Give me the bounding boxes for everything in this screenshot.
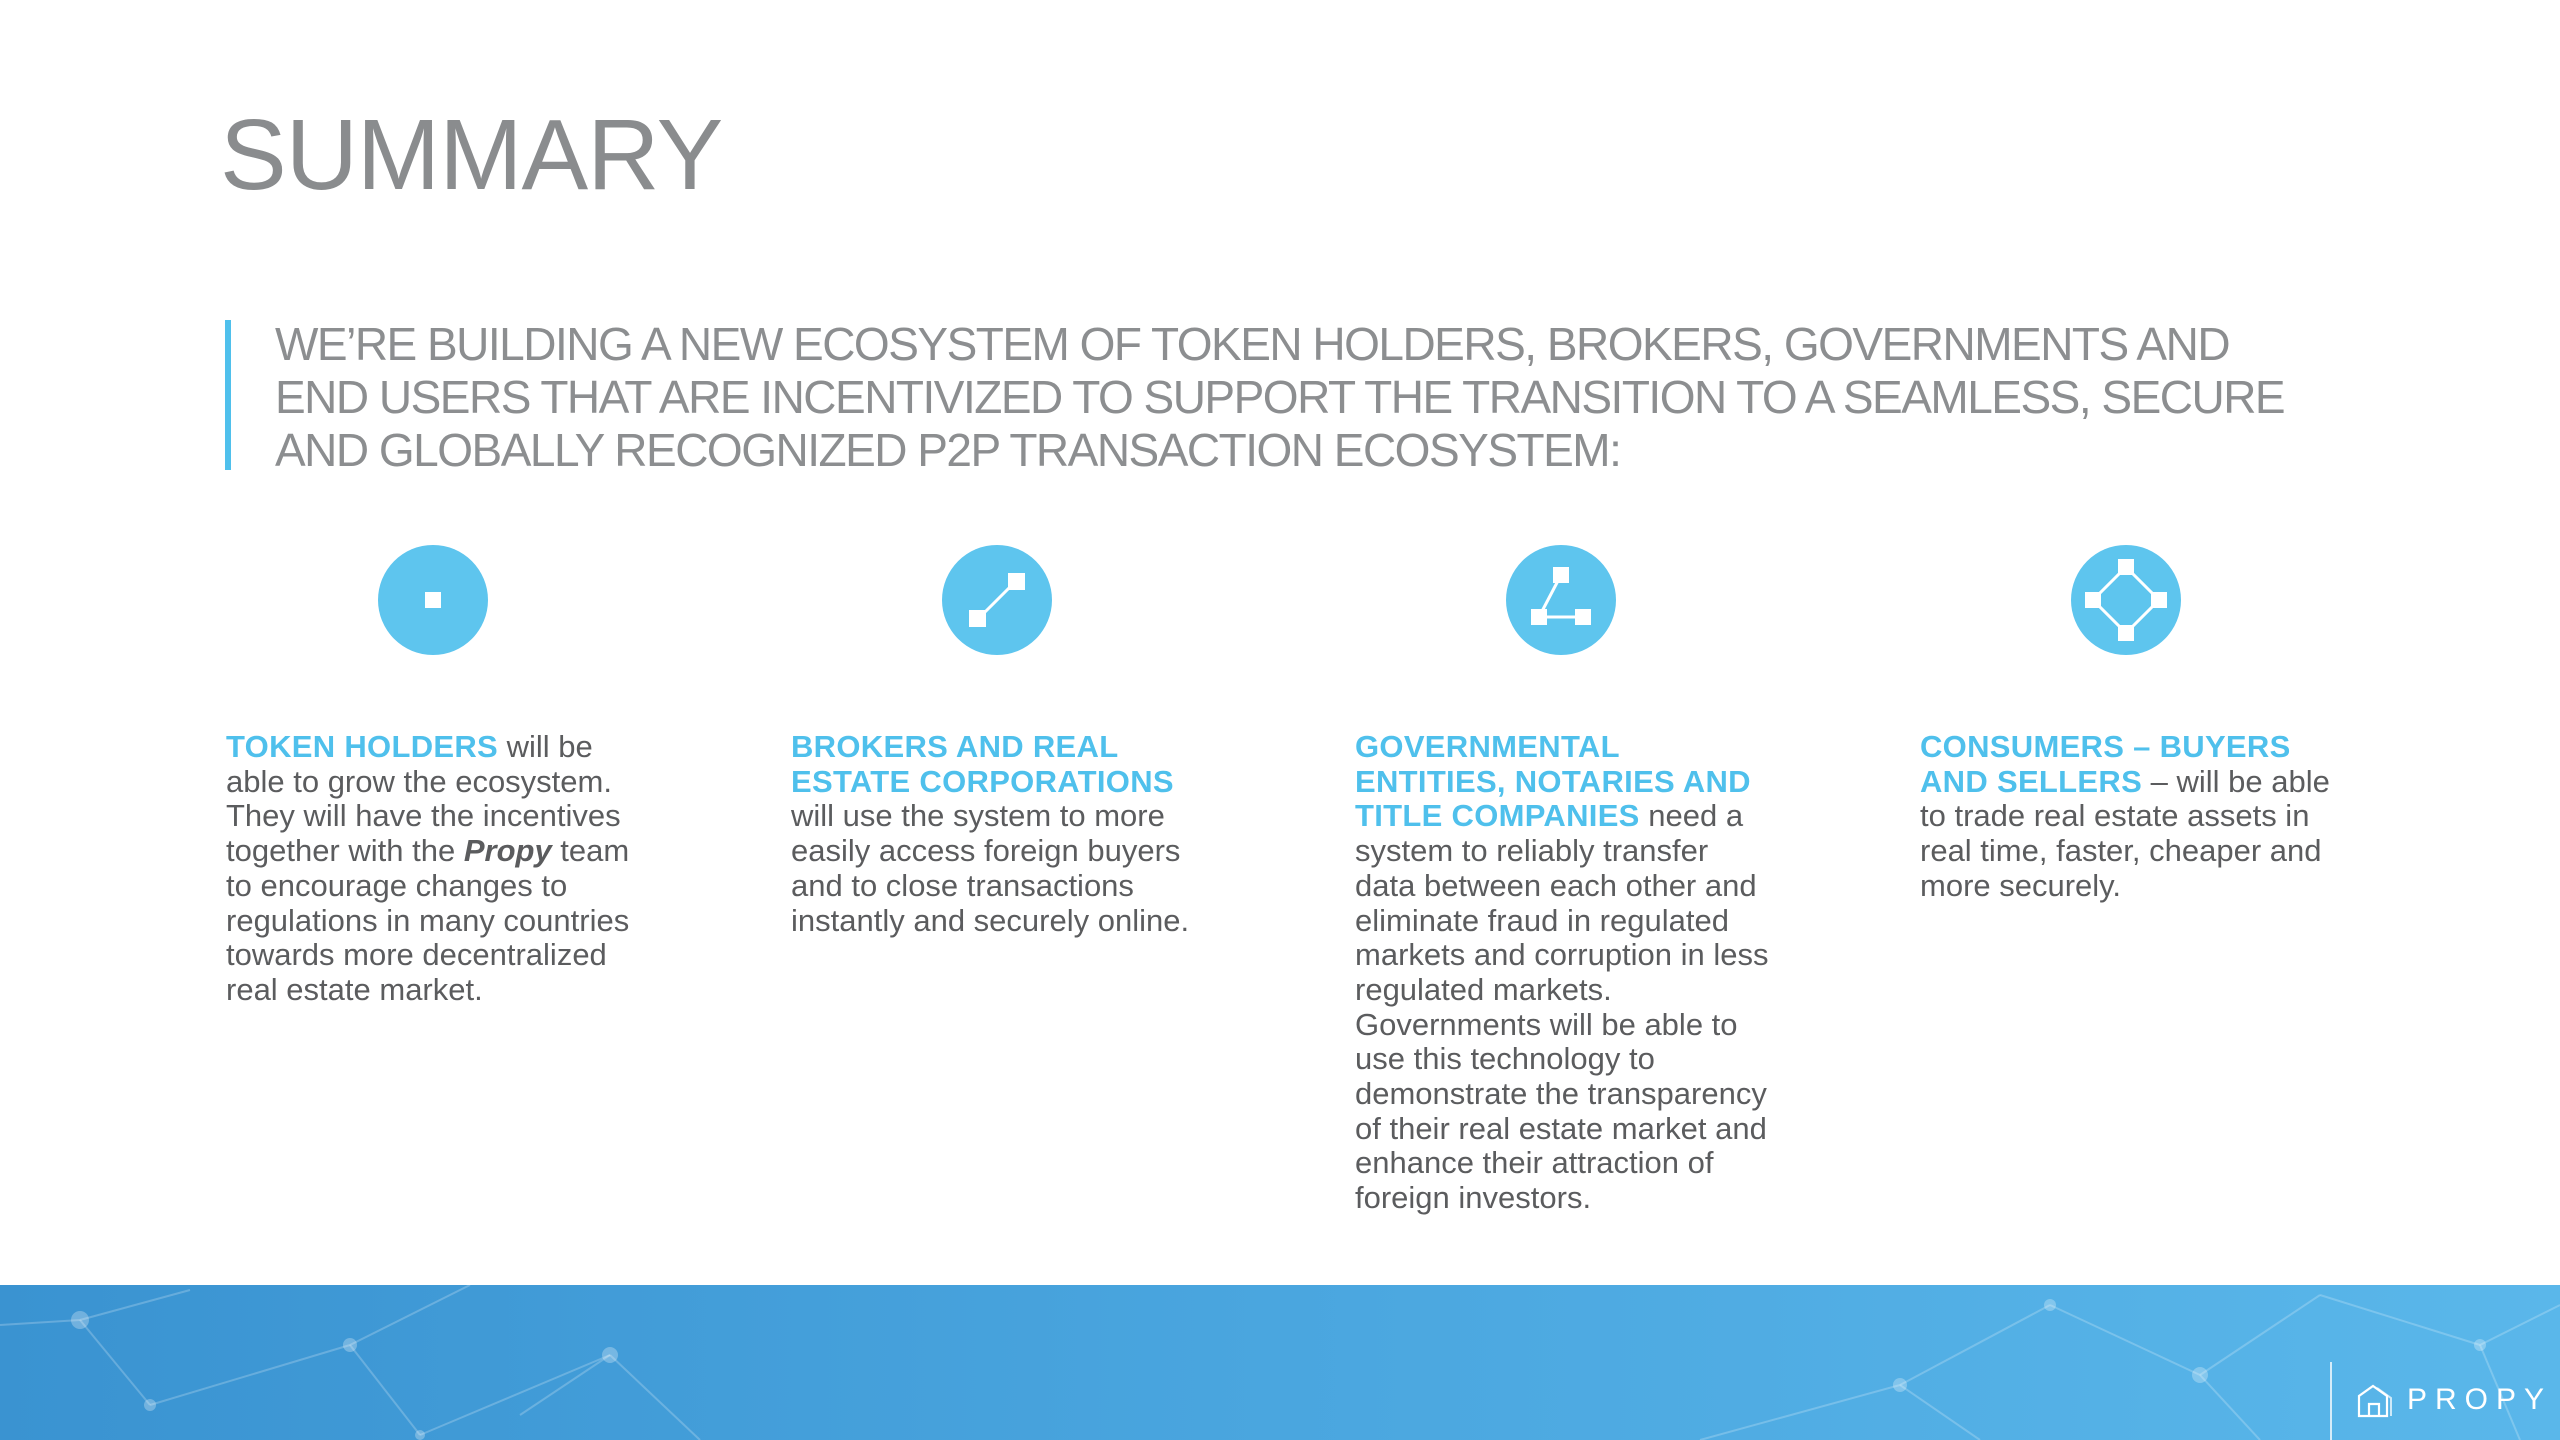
column-heading: TOKEN HOLDERS: [226, 729, 499, 764]
logo-text: PROPY: [2407, 1383, 2553, 1416]
column-brokers: [791, 730, 1211, 938]
column-heading: GOVERNMENTAL ENTITIES, NOTARIES AND TITLE COMPANIES: [1355, 729, 1751, 834]
quote-accent-bar: [225, 320, 231, 470]
lead-statement: WE’RE BUILDING A NEW ECOSYSTEM OF TOKEN HOLDERS, BROKERS, GOVERNMENTS AND END USERS THAT ARE INCENTIVIZED TO SUPPORT THE TRANSITION TO A SEAMLESS, SECURE AND GLOBALLY RECOGNIZED P2P TRANSACTION ECOSYSTEM:: [275, 318, 2285, 476]
footer-banner: [0, 1285, 2560, 1440]
column-text: need a system to reliably transfer data between each other and eliminate fraud in regulated markets and corruption in less regulated markets. Governments will be able to use this technology to demonstrate the transparency of their real estate market and enhance their attraction of foreign investors.: [1355, 798, 1769, 1216]
footer-divider: [2330, 1362, 2332, 1440]
column-governmental-entities: [1355, 730, 1775, 1216]
column-text: will use the system to more easily access foreign buyers and to close transactions instantly and securely online.: [791, 798, 1190, 938]
network-background-graphic: [0, 1285, 2560, 1440]
single-node-icon: [378, 545, 488, 655]
column-emphasis: Propy: [463, 833, 552, 869]
house-outline-icon: [2355, 1380, 2395, 1420]
column-text: will be able to grow the ecosystem. They will have the incentives together with the: [226, 729, 621, 869]
column-heading: CONSUMERS – BUYERS AND SELLERS: [1920, 729, 2291, 799]
three-node-triangle-icon: [1506, 545, 1616, 655]
page-title: SUMMARY: [220, 99, 723, 211]
column-text: team to encourage changes to regulations in many countries towards more decentralized real estate market.: [226, 833, 630, 1007]
two-node-link-icon: [942, 545, 1052, 655]
four-node-diamond-icon: [2071, 545, 2181, 655]
column-text: – will be able to trade real estate assets in real time, faster, cheaper and more securely.: [1920, 763, 2330, 903]
column-token-holders: [226, 730, 636, 1008]
propy-logo: [2355, 1375, 2552, 1425]
column-heading: BROKERS AND REAL ESTATE CORPORATIONS: [791, 729, 1174, 799]
column-consumers: [1920, 730, 2340, 904]
